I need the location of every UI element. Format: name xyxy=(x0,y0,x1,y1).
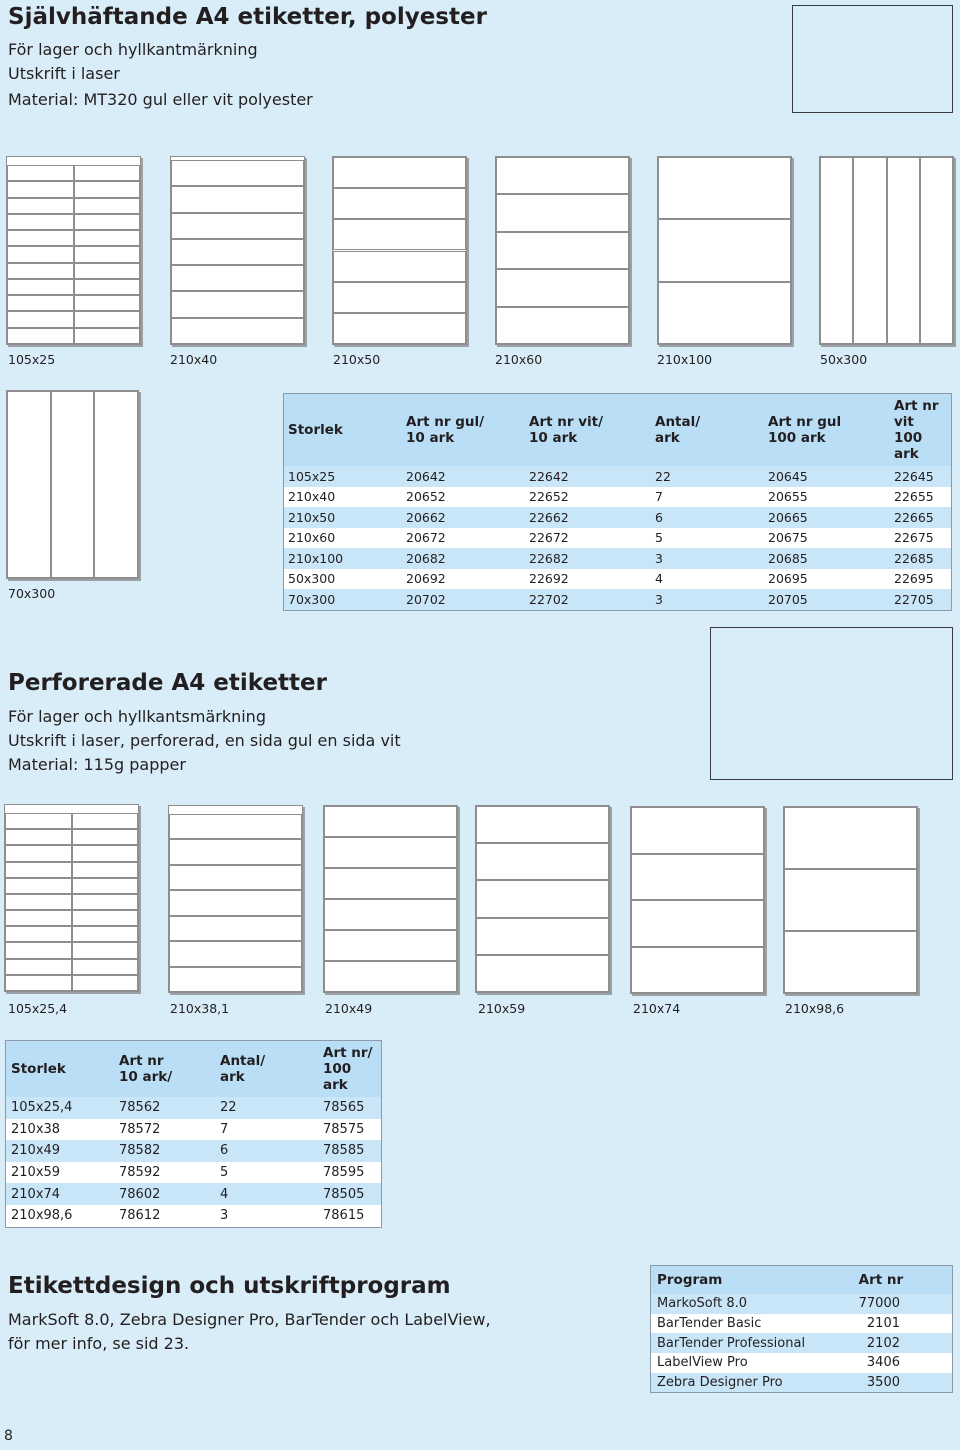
label-cell xyxy=(74,230,141,246)
table-header: Art nr/ 100 ark xyxy=(318,1041,382,1098)
label-cell xyxy=(631,807,764,854)
label-cell xyxy=(5,894,72,910)
table-row xyxy=(651,1314,953,1334)
table-row xyxy=(6,1119,382,1141)
table-cell: 78505 xyxy=(318,1183,382,1205)
section2-line: Utskrift i laser, perforerad, en sida gul en sida vit xyxy=(8,731,401,750)
label-cell xyxy=(74,279,141,295)
table-cell: 20702 xyxy=(402,589,525,610)
label-cell xyxy=(7,263,74,279)
section2-description xyxy=(8,705,401,777)
label-cell xyxy=(333,313,466,344)
label-cell xyxy=(7,181,74,197)
table-row xyxy=(284,466,952,487)
table-cell: 22652 xyxy=(529,489,569,505)
label-cell xyxy=(658,282,791,344)
section1-line: Material: MT320 gul eller vit polyester xyxy=(8,90,313,109)
table-cell: 22685 xyxy=(890,548,952,569)
size-caption: 210x40 xyxy=(170,352,218,367)
label-cell xyxy=(7,230,74,246)
table-cell: 210x100 xyxy=(284,548,403,569)
label-cell xyxy=(7,246,74,262)
table-cell: 22672 xyxy=(529,530,569,546)
label-cell xyxy=(5,878,72,894)
label-cell xyxy=(658,219,791,281)
table-cell: 50x300 xyxy=(288,571,336,587)
label-cell xyxy=(333,219,466,250)
size-caption: 210x74 xyxy=(633,1001,681,1016)
table-header: Art nr 10 ark/ xyxy=(114,1041,215,1098)
table-cell: 210x98,6 xyxy=(11,1208,73,1224)
table-cell: 78615 xyxy=(323,1208,365,1224)
label-cell xyxy=(324,806,457,837)
table-cell: 22662 xyxy=(525,507,651,528)
table-cell: 2101 xyxy=(866,1316,900,1332)
label-cell xyxy=(476,918,609,955)
label-cell xyxy=(171,318,304,344)
table-cell: 20705 xyxy=(764,589,890,610)
label-cell xyxy=(784,869,917,931)
label-sheet-210x98-6 xyxy=(783,806,918,994)
label-cell xyxy=(5,959,72,975)
label-cell xyxy=(920,157,953,344)
size-caption: 50x300 xyxy=(820,352,868,367)
label-cell xyxy=(72,910,139,926)
table-cell: 22655 xyxy=(894,489,934,505)
label-cell xyxy=(476,955,609,992)
label-cell xyxy=(5,942,72,958)
table-cell: 6 xyxy=(215,1140,318,1162)
section1-description xyxy=(8,38,313,112)
section2-line: För lager och hyllkantsmärkning xyxy=(8,707,266,726)
table-header: Art nr gul/ 10 ark xyxy=(402,394,525,467)
table-cell: MarkoSoft 8.0 xyxy=(651,1294,853,1314)
label-cell xyxy=(7,279,74,295)
table-row xyxy=(651,1373,953,1393)
table-header: Art nr vit 100 ark xyxy=(890,394,952,467)
table-cell: 210x49 xyxy=(6,1140,115,1162)
label-cell xyxy=(853,157,886,344)
size-caption: 105x25 xyxy=(8,352,56,367)
label-cell xyxy=(72,813,139,829)
label-cell xyxy=(784,931,917,993)
table-cell: 20695 xyxy=(768,571,808,587)
table-row xyxy=(284,589,952,610)
table-cell: 3 xyxy=(220,1208,229,1224)
table-cell: 70x300 xyxy=(284,589,403,610)
table-cell: 5 xyxy=(220,1165,229,1181)
label-cell xyxy=(333,282,466,313)
table-cell: 78602 xyxy=(114,1183,215,1205)
label-cell xyxy=(51,391,95,578)
table-cell: 6 xyxy=(651,507,764,528)
label-sheet-105x25 xyxy=(6,156,141,345)
label-cell xyxy=(169,814,302,839)
table-cell: 20665 xyxy=(764,507,890,528)
label-cell xyxy=(171,213,304,239)
page-number: 8 xyxy=(4,1428,13,1444)
label-cell xyxy=(887,157,920,344)
table-cell: 210x60 xyxy=(288,530,336,546)
table-cell: 22675 xyxy=(894,530,934,546)
label-cell xyxy=(5,813,72,829)
section1-table xyxy=(283,393,952,611)
table-cell: 20652 xyxy=(406,489,446,505)
label-cell xyxy=(171,291,304,317)
label-cell xyxy=(631,854,764,901)
table-row xyxy=(651,1353,953,1373)
table-row xyxy=(284,528,952,549)
table-cell: 22702 xyxy=(525,589,651,610)
label-cell xyxy=(7,328,74,344)
table-cell: 78562 xyxy=(114,1097,215,1119)
table-cell: 22695 xyxy=(894,571,934,587)
label-cell xyxy=(7,198,74,214)
table-header: Art nr gul 100 ark xyxy=(764,394,890,467)
section3-line: MarkSoft 8.0, Zebra Designer Pro, BarTender och LabelView, xyxy=(8,1310,491,1329)
table-cell: 20655 xyxy=(768,489,808,505)
table-cell: 77000 xyxy=(853,1294,953,1314)
label-cell xyxy=(74,295,141,311)
label-cell xyxy=(7,165,74,181)
label-cell xyxy=(631,900,764,947)
label-cell xyxy=(5,845,72,861)
label-cell xyxy=(169,941,302,966)
label-cell xyxy=(324,930,457,961)
table-cell: Zebra Designer Pro xyxy=(651,1373,853,1393)
label-sheet-210x38-1 xyxy=(168,805,303,993)
size-caption: 210x49 xyxy=(325,1001,373,1016)
label-cell xyxy=(171,160,304,186)
label-sheet-210x50 xyxy=(332,156,467,345)
table-cell: 4 xyxy=(655,571,663,587)
label-cell xyxy=(72,926,139,942)
table-cell: BarTender Basic xyxy=(657,1316,762,1332)
label-cell xyxy=(7,391,51,578)
label-cell xyxy=(72,959,139,975)
table-cell: 105x25 xyxy=(284,466,403,487)
label-cell xyxy=(169,839,302,864)
table-row xyxy=(651,1294,953,1314)
table-row xyxy=(651,1333,953,1353)
table-cell: 210x40 xyxy=(288,489,336,505)
table-header: Program xyxy=(651,1266,853,1295)
table-cell: 22692 xyxy=(529,571,569,587)
label-sheet-210x60 xyxy=(495,156,630,345)
label-cell xyxy=(784,807,917,869)
label-cell xyxy=(169,967,302,992)
table-cell: 20682 xyxy=(402,548,525,569)
label-cell xyxy=(169,916,302,941)
label-cell xyxy=(496,269,629,306)
label-sheet-70x300 xyxy=(6,390,139,579)
label-cell xyxy=(324,899,457,930)
table-header: Art nr vit/ 10 ark xyxy=(525,394,651,467)
table-header: Storlek xyxy=(6,1041,115,1098)
label-cell xyxy=(496,157,629,194)
label-cell xyxy=(7,214,74,230)
table-cell: 20662 xyxy=(402,507,525,528)
label-cell xyxy=(72,829,139,845)
table-cell: 3406 xyxy=(866,1355,900,1371)
label-cell xyxy=(171,265,304,291)
table-cell: 78582 xyxy=(114,1140,215,1162)
label-sheet-210x100 xyxy=(657,156,792,345)
table-row xyxy=(284,548,952,569)
size-caption: 70x300 xyxy=(8,586,56,601)
table-cell: 22682 xyxy=(525,548,651,569)
label-cell xyxy=(169,890,302,915)
label-sheet-210x49 xyxy=(323,805,458,993)
size-caption: 210x38,1 xyxy=(170,1001,230,1016)
label-sheet-105x25-4 xyxy=(4,804,139,992)
label-cell xyxy=(5,926,72,942)
label-cell xyxy=(171,186,304,212)
label-cell xyxy=(324,868,457,899)
table-row xyxy=(284,487,952,508)
label-cell xyxy=(333,251,466,282)
table-cell: 78612 xyxy=(119,1208,161,1224)
label-cell xyxy=(5,910,72,926)
section3-table xyxy=(650,1265,953,1393)
table-cell: 78595 xyxy=(323,1165,365,1181)
table-row xyxy=(284,569,952,590)
label-cell xyxy=(74,165,141,181)
table-cell: 22705 xyxy=(890,589,952,610)
section3-line: för mer info, se sid 23. xyxy=(8,1334,190,1353)
table-cell: 210x74 xyxy=(6,1183,115,1205)
label-cell xyxy=(820,157,853,344)
table-row xyxy=(6,1097,382,1119)
label-cell xyxy=(169,865,302,890)
label-cell xyxy=(496,232,629,269)
table-cell: 78565 xyxy=(318,1097,382,1119)
label-cell xyxy=(5,862,72,878)
label-cell xyxy=(324,837,457,868)
table-cell: 210x38 xyxy=(11,1121,61,1137)
size-caption: 210x59 xyxy=(478,1001,526,1016)
label-cell xyxy=(171,239,304,265)
table-cell: BarTender Professional xyxy=(651,1333,853,1353)
label-cell xyxy=(658,157,791,219)
label-cell xyxy=(72,894,139,910)
label-cell xyxy=(333,157,466,188)
label-cell xyxy=(94,391,138,578)
label-cell xyxy=(72,942,139,958)
table-cell: 20685 xyxy=(764,548,890,569)
label-cell xyxy=(631,947,764,994)
label-sheet-210x59 xyxy=(475,805,610,993)
table-cell: 3500 xyxy=(853,1373,953,1393)
section2-line: Material: 115g papper xyxy=(8,755,186,774)
section3-description xyxy=(8,1308,491,1356)
label-cell xyxy=(74,246,141,262)
table-cell: 7 xyxy=(220,1121,229,1137)
table-cell: 20692 xyxy=(406,571,446,587)
table-cell: 210x50 xyxy=(284,507,403,528)
size-caption: 210x100 xyxy=(657,352,713,367)
table-row xyxy=(6,1205,382,1227)
label-cell xyxy=(74,311,141,327)
section2-title: Perforerade A4 etiketter xyxy=(8,670,327,696)
table-cell: 20675 xyxy=(768,530,808,546)
product-photo-placeholder xyxy=(710,627,953,780)
table-cell: 22665 xyxy=(890,507,952,528)
table-cell: 22 xyxy=(215,1097,318,1119)
label-cell xyxy=(5,829,72,845)
label-cell xyxy=(7,295,74,311)
label-cell xyxy=(72,862,139,878)
label-cell xyxy=(496,307,629,344)
table-cell: 78575 xyxy=(323,1121,365,1137)
label-cell xyxy=(476,806,609,843)
label-cell xyxy=(74,263,141,279)
table-row xyxy=(6,1162,382,1184)
table-header: Storlek xyxy=(284,394,403,467)
table-row xyxy=(6,1140,382,1162)
label-cell xyxy=(5,975,72,991)
table-cell: 22 xyxy=(651,466,764,487)
label-cell xyxy=(324,961,457,992)
table-cell: 210x59 xyxy=(11,1165,61,1181)
label-cell xyxy=(74,198,141,214)
label-sheet-210x40 xyxy=(170,156,305,345)
label-cell xyxy=(72,975,139,991)
label-cell xyxy=(74,181,141,197)
section2-table xyxy=(5,1040,382,1228)
table-cell: 20642 xyxy=(402,466,525,487)
label-sheet-210x74 xyxy=(630,806,765,994)
table-cell: 105x25,4 xyxy=(6,1097,115,1119)
table-cell: 20672 xyxy=(406,530,446,546)
size-caption: 210x98,6 xyxy=(785,1001,845,1016)
size-caption: 105x25,4 xyxy=(8,1001,68,1016)
label-cell xyxy=(74,214,141,230)
label-cell xyxy=(496,194,629,231)
table-cell: 2102 xyxy=(853,1333,953,1353)
product-photo-placeholder xyxy=(792,5,953,113)
table-header: Antal/ ark xyxy=(215,1041,318,1098)
label-cell xyxy=(476,843,609,880)
table-cell: LabelView Pro xyxy=(657,1355,748,1371)
label-cell xyxy=(72,845,139,861)
table-cell: 7 xyxy=(655,489,663,505)
table-cell: 78585 xyxy=(318,1140,382,1162)
size-caption: 210x60 xyxy=(495,352,543,367)
label-sheet-50x300 xyxy=(819,156,954,345)
table-cell: 5 xyxy=(655,530,663,546)
label-cell xyxy=(7,311,74,327)
table-cell: 4 xyxy=(215,1183,318,1205)
table-row xyxy=(284,507,952,528)
label-cell xyxy=(333,188,466,219)
table-row xyxy=(6,1183,382,1205)
table-cell: 3 xyxy=(651,548,764,569)
label-cell xyxy=(72,878,139,894)
table-header: Art nr xyxy=(853,1266,953,1295)
table-cell: 22642 xyxy=(525,466,651,487)
table-cell: 78592 xyxy=(119,1165,161,1181)
size-caption: 210x50 xyxy=(333,352,381,367)
section1-line: För lager och hyllkantmärkning xyxy=(8,40,258,59)
table-cell: 22645 xyxy=(890,466,952,487)
table-cell: 78572 xyxy=(119,1121,161,1137)
table-cell: 3 xyxy=(651,589,764,610)
section1-line: Utskrift i laser xyxy=(8,64,120,83)
table-cell: 20645 xyxy=(764,466,890,487)
table-header: Antal/ ark xyxy=(651,394,764,467)
section3-title: Etikettdesign och utskriftprogram xyxy=(8,1273,451,1299)
section1-title: Självhäftande A4 etiketter, polyester xyxy=(8,4,487,30)
label-cell xyxy=(74,328,141,344)
label-cell xyxy=(476,880,609,917)
